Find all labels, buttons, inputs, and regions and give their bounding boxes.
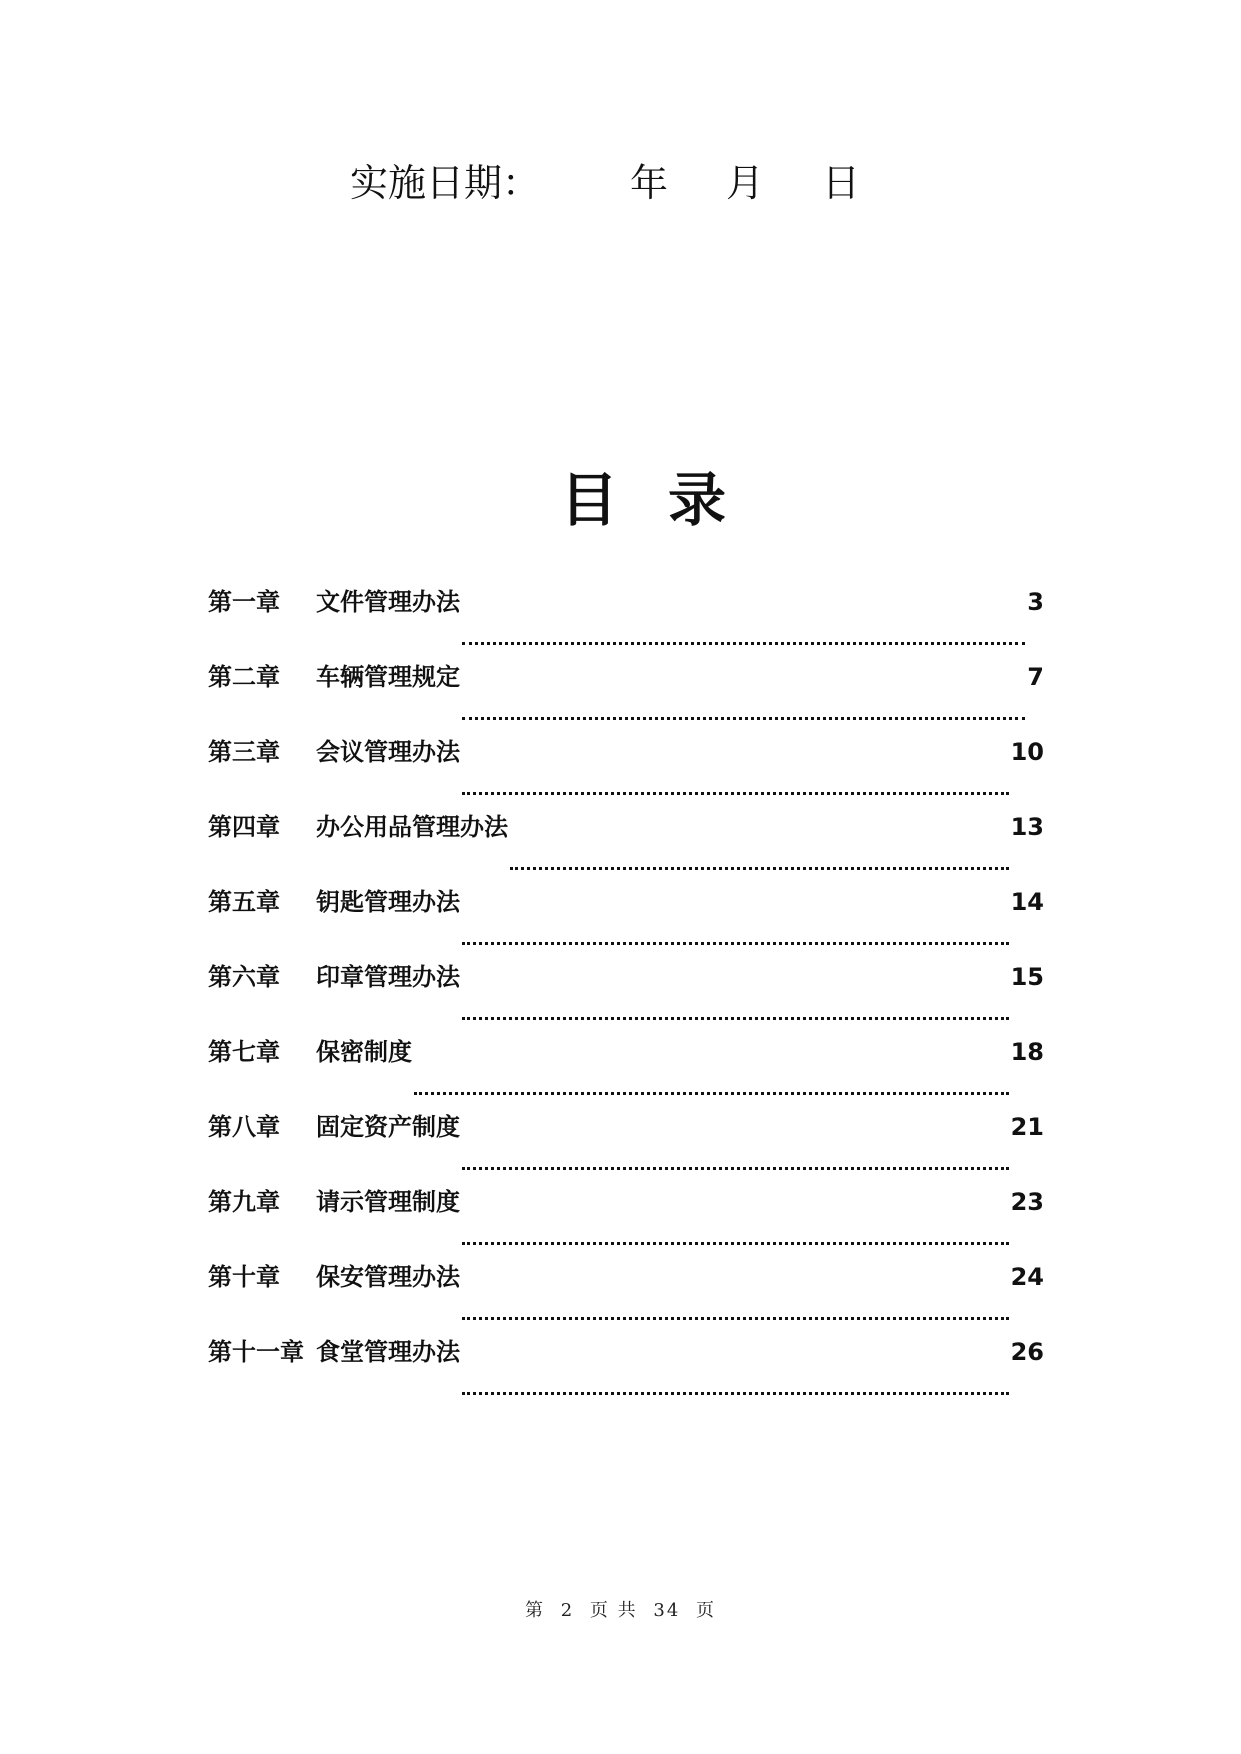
toc-chapter-title: 办公用品管理办法 (316, 813, 508, 841)
toc-page-number: 15 (1010, 963, 1044, 991)
footer-middle: 页 共 (589, 1600, 638, 1621)
toc-chapter-number: 第二章 (208, 663, 280, 691)
toc-chapter-title: 请示管理制度 (316, 1188, 460, 1216)
toc-chapter-number: 第六章 (208, 963, 280, 991)
toc-dot-leader (462, 642, 1025, 645)
toc-dot-leader (462, 1017, 1009, 1020)
toc-page-number: 26 (1010, 1338, 1044, 1366)
toc-entry[interactable] (208, 882, 1044, 957)
toc-chapter-title: 保密制度 (316, 1038, 412, 1066)
date-month-unit: 月 (726, 161, 765, 205)
toc-dot-leader (414, 1092, 1009, 1095)
date-year-unit: 年 (630, 161, 669, 205)
toc-entry[interactable] (208, 957, 1044, 1032)
toc-dot-leader (462, 1167, 1009, 1170)
toc-chapter-number: 第八章 (208, 1113, 280, 1141)
footer-prefix: 第 (524, 1600, 545, 1621)
toc-chapter-title: 印章管理办法 (316, 963, 460, 991)
toc-entry[interactable] (208, 657, 1044, 732)
toc-heading-char-1: 目 (560, 466, 619, 534)
toc-chapter-number: 第七章 (208, 1038, 280, 1066)
toc-chapter-title: 车辆管理规定 (316, 663, 460, 691)
toc-page-number: 24 (1010, 1263, 1044, 1291)
effective-date-label: 实施日期： (350, 161, 541, 205)
footer-current-page: 2 (560, 1600, 575, 1621)
toc-dot-leader (462, 1242, 1009, 1245)
toc-chapter-number: 第九章 (208, 1188, 280, 1216)
toc-dot-leader (462, 942, 1009, 945)
toc-page-number: 21 (1010, 1113, 1044, 1141)
footer-suffix: 页 (696, 1600, 717, 1621)
toc-chapter-number: 第一章 (208, 588, 280, 616)
toc-page-number: 18 (1010, 1038, 1044, 1066)
toc-entry[interactable] (208, 1107, 1044, 1182)
toc-list (208, 582, 1044, 1407)
toc-chapter-number: 第四章 (208, 813, 280, 841)
page-footer (0, 1596, 1241, 1622)
toc-chapter-number: 第三章 (208, 738, 280, 766)
toc-dot-leader (462, 792, 1009, 795)
toc-chapter-number: 第十一章 (208, 1338, 304, 1366)
date-day-unit: 日 (822, 161, 861, 205)
toc-page-number: 14 (1010, 888, 1044, 916)
toc-chapter-title: 保安管理办法 (316, 1263, 460, 1291)
toc-dot-leader (462, 1317, 1009, 1320)
toc-chapter-title: 文件管理办法 (316, 588, 460, 616)
toc-chapter-title: 钥匙管理办法 (316, 888, 460, 916)
toc-entry[interactable] (208, 1182, 1044, 1257)
toc-chapter-title: 会议管理办法 (316, 738, 460, 766)
toc-page-number: 13 (1010, 813, 1044, 841)
toc-page-number: 23 (1010, 1188, 1044, 1216)
toc-dot-leader (462, 717, 1025, 720)
toc-page-number: 10 (1010, 738, 1044, 766)
toc-entry[interactable] (208, 1332, 1044, 1407)
toc-chapter-title: 固定资产制度 (316, 1113, 460, 1141)
effective-date-line (350, 158, 870, 208)
toc-entry[interactable] (208, 1257, 1044, 1332)
toc-page-number: 3 (1027, 588, 1044, 616)
toc-chapter-number: 第十章 (208, 1263, 280, 1291)
toc-chapter-number: 第五章 (208, 888, 280, 916)
toc-entry[interactable] (208, 582, 1044, 657)
footer-total-pages: 34 (653, 1600, 681, 1621)
toc-dot-leader (510, 867, 1009, 870)
toc-entry[interactable] (208, 807, 1044, 882)
toc-heading-char-2: 录 (668, 466, 727, 534)
toc-entry[interactable] (208, 732, 1044, 807)
toc-page-number: 7 (1027, 663, 1044, 691)
toc-entry[interactable] (208, 1032, 1044, 1107)
toc-chapter-title: 食堂管理办法 (316, 1338, 460, 1366)
toc-dot-leader (462, 1392, 1009, 1395)
toc-heading (560, 460, 740, 540)
